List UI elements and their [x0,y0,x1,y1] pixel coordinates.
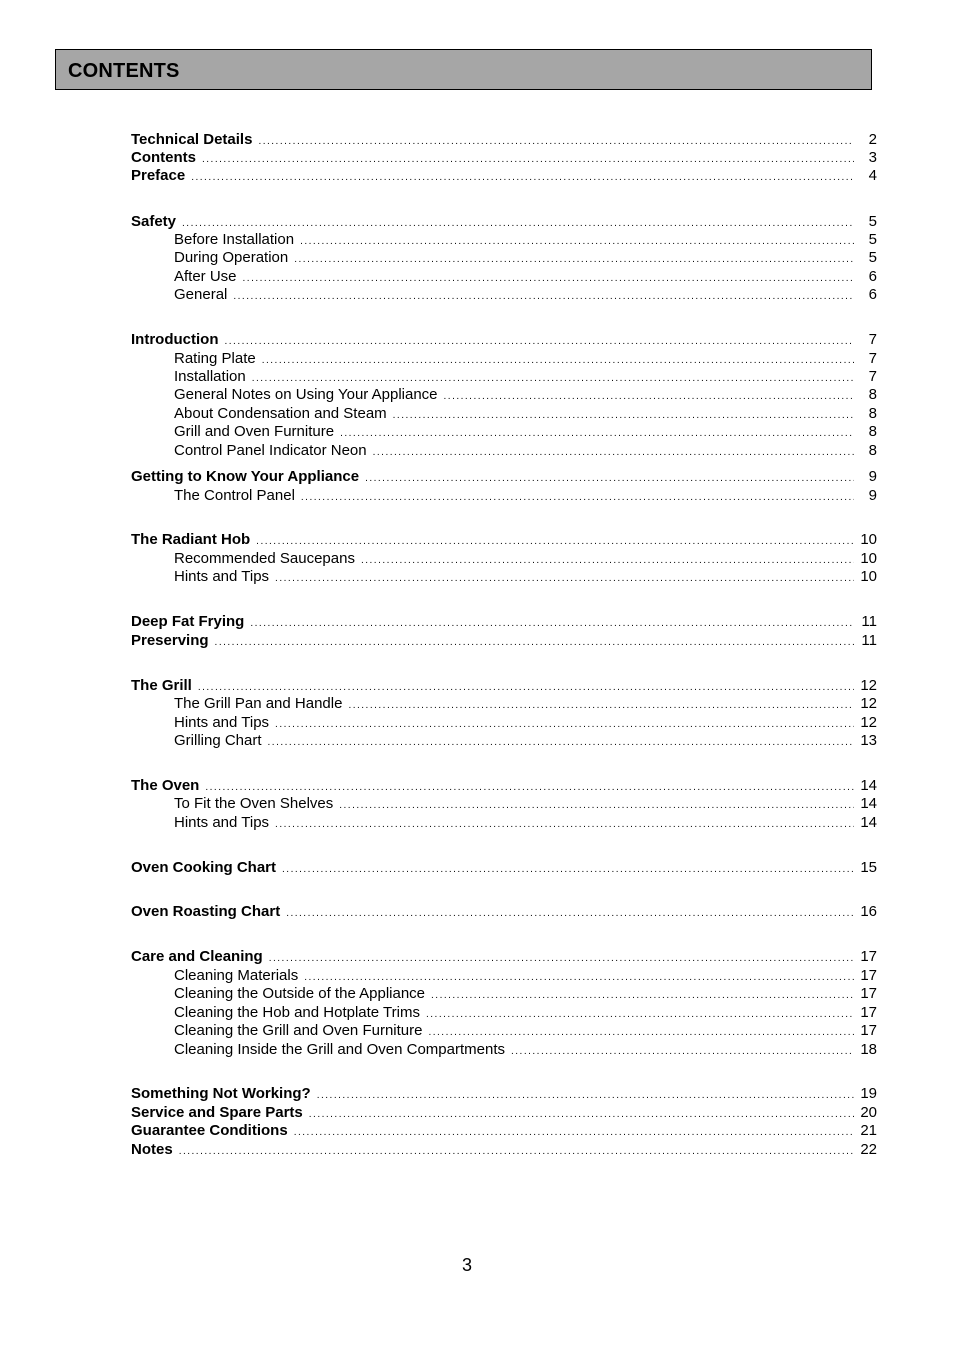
toc-subsection-entry[interactable] [174,1041,877,1059]
toc-subsection-entry[interactable] [174,249,877,267]
toc-section-entry[interactable] [131,531,877,549]
toc-entry-label: The Oven [131,777,200,794]
dot-leader [365,470,854,488]
toc-entry-page-number: 9 [868,468,877,485]
toc-entry-label: Hints and Tips [174,568,270,585]
toc-subsection-entry[interactable] [174,1022,877,1040]
toc-subsection-entry[interactable] [174,423,877,441]
toc-entry-page-number: 8 [868,423,877,440]
dot-leader [250,615,854,633]
dot-leader [256,533,854,551]
toc-entry-page-number: 10 [860,531,877,548]
dot-leader [191,169,854,187]
dot-leader [340,425,854,443]
dot-leader [444,388,854,406]
toc-entry-page-number: 10 [860,568,877,585]
toc-subsection-entry[interactable] [174,231,877,249]
dot-leader [269,950,854,968]
toc-subsection-entry[interactable] [174,550,877,568]
toc-subsection-entry[interactable] [174,568,877,586]
dot-leader [286,905,854,923]
dot-leader [431,987,854,1005]
toc-entry-label: Cleaning the Grill and Oven Furniture [174,1022,423,1039]
toc-entry-page-number: 6 [868,286,877,303]
toc-entry-page-number: 11 [861,632,877,649]
toc-entry-label: Oven Roasting Chart [131,903,281,920]
toc-entry-page-number: 21 [860,1122,877,1139]
dot-leader [428,1024,854,1042]
toc-entry-page-number: 19 [860,1085,877,1102]
toc-entry-page-number: 8 [868,442,877,459]
toc-entry-page-number: 7 [868,368,877,385]
toc-entry-label: The Control Panel [174,487,295,504]
toc-subsection-entry[interactable] [174,405,877,423]
toc-subsection-entry[interactable] [174,386,877,404]
dot-leader [339,797,854,815]
toc-subsection-entry[interactable] [174,732,877,750]
toc-entry-label: Hints and Tips [174,814,270,831]
dot-leader [268,734,854,752]
contents-header-bar [55,49,872,90]
toc-entry-page-number: 12 [860,677,877,694]
toc-subsection-entry[interactable] [174,967,877,985]
toc-entry-label: General [174,286,228,303]
toc-subsection-entry[interactable] [174,985,877,1003]
toc-entry-page-number: 5 [868,213,877,230]
toc-entry-page-number: 17 [860,1022,877,1039]
toc-entry-label: Service and Spare Parts [131,1104,303,1121]
toc-entry-page-number: 20 [860,1104,877,1121]
toc-entry-page-number: 11 [861,613,877,630]
toc-entry-label: After Use [174,268,237,285]
toc-subsection-entry[interactable] [174,714,877,732]
toc-entry-page-number: 9 [868,487,877,504]
toc-subsection-entry[interactable] [174,814,877,832]
toc-entry-label: Before Installation [174,231,295,248]
dot-leader [317,1087,854,1105]
toc-entry-label: Something Not Working? [131,1085,311,1102]
toc-section-entry[interactable] [131,1122,877,1140]
dot-leader [511,1043,854,1061]
toc-section-entry[interactable] [131,777,877,795]
toc-section-entry[interactable] [131,632,877,650]
toc-entry-page-number: 22 [860,1141,877,1158]
toc-entry-label: Safety [131,213,177,230]
dot-leader [294,251,854,269]
toc-entry-label: Recommended Saucepans [174,550,355,567]
toc-entry-label: Installation [174,368,246,385]
dot-leader [348,697,854,715]
toc-entry-label: Introduction [131,331,219,348]
toc-entry-label: The Radiant Hob [131,531,251,548]
toc-entry-label: Preface [131,167,186,184]
toc-entry-label: Grilling Chart [174,732,262,749]
toc-section-entry[interactable] [131,677,877,695]
toc-entry-page-number: 3 [868,149,877,166]
toc-entry-page-number: 4 [868,167,877,184]
toc-entry-label: Cleaning Inside the Grill and Oven Compartments [174,1041,505,1058]
toc-entry-page-number: 18 [860,1041,877,1058]
toc-section-entry[interactable] [131,1141,877,1159]
toc-entry-page-number: 14 [860,777,877,794]
dot-leader [179,1143,854,1161]
toc-section-entry[interactable] [131,948,877,966]
toc-entry-label: Cleaning the Outside of the Appliance [174,985,426,1002]
dot-leader [294,1124,854,1142]
toc-entry-page-number: 14 [860,814,877,831]
toc-entry-label: Preserving [131,632,209,649]
toc-section-entry[interactable] [131,859,877,877]
toc-subsection-entry[interactable] [174,795,877,813]
toc-subsection-entry[interactable] [174,487,877,505]
toc-entry-page-number: 10 [860,550,877,567]
toc-section-entry[interactable] [131,1104,877,1122]
toc-entry-label: Care and Cleaning [131,948,263,965]
toc-section-entry[interactable] [131,131,877,149]
toc-entry-label: During Operation [174,249,289,266]
toc-subsection-entry[interactable] [174,368,877,386]
dot-leader [233,288,854,306]
toc-subsection-entry[interactable] [174,695,877,713]
toc-section-entry[interactable] [131,613,877,631]
toc-entry-page-number: 17 [860,967,877,984]
toc-section-entry[interactable] [131,149,877,167]
toc-entry-label: Cleaning Materials [174,967,299,984]
toc-entry-label: Cleaning the Hob and Hotplate Trims [174,1004,420,1021]
toc-entry-page-number: 8 [868,405,877,422]
toc-entry-page-number: 7 [868,331,877,348]
toc-subsection-entry[interactable] [174,286,877,304]
toc-entry-label: Contents [131,149,196,166]
toc-entry-page-number: 14 [860,795,877,812]
dot-leader [275,570,854,588]
toc-entry-label: General Notes on Using Your Appliance [174,386,438,403]
toc-entry-label: Guarantee Conditions [131,1122,288,1139]
dot-leader [373,444,854,462]
toc-entry-label: Deep Fat Frying [131,613,245,630]
toc-entry-page-number: 17 [860,985,877,1002]
dot-leader [301,489,854,507]
toc-entry-label: Grill and Oven Furniture [174,423,335,440]
toc-entry-page-number: 16 [860,903,877,920]
toc-entry-page-number: 17 [860,1004,877,1021]
toc-entry-page-number: 7 [868,350,877,367]
toc-section-entry[interactable] [131,903,877,921]
dot-leader [275,816,854,834]
toc-entry-label: To Fit the Oven Shelves [174,795,334,812]
toc-entry-page-number: 12 [860,714,877,731]
dot-leader [282,861,854,879]
toc-entry-label: About Condensation and Steam [174,405,387,422]
toc-entry-label: The Grill Pan and Handle [174,695,343,712]
toc-entry-page-number: 5 [868,249,877,266]
toc-subsection-entry[interactable] [174,442,877,460]
toc-entry-label: The Grill [131,677,192,694]
toc-subsection-entry[interactable] [174,350,877,368]
toc-section-entry[interactable] [131,468,877,486]
toc-entry-label: Control Panel Indicator Neon [174,442,367,459]
toc-entry-page-number: 8 [868,386,877,403]
dot-leader [224,333,854,351]
toc-entry-page-number: 15 [860,859,877,876]
toc-entry-label: Oven Cooking Chart [131,859,277,876]
toc-section-entry[interactable] [131,167,877,185]
page-number: 3 [461,1255,472,1275]
toc-section-entry[interactable] [131,331,877,349]
toc-entry-page-number: 13 [860,732,877,749]
toc-entry-label: Technical Details [131,131,253,148]
toc-subsection-entry[interactable] [174,1004,877,1022]
toc-entry-page-number: 6 [868,268,877,285]
toc-entry-page-number: 2 [868,131,877,148]
toc-entry-label: Hints and Tips [174,714,270,731]
toc-subsection-entry[interactable] [174,268,877,286]
toc-section-entry[interactable] [131,213,877,231]
toc-entry-label: Notes [131,1141,173,1158]
toc-entry-page-number: 17 [860,948,877,965]
toc-entry-page-number: 12 [860,695,877,712]
toc-section-entry[interactable] [131,1085,877,1103]
page-title: CONTENTS [68,60,180,82]
toc-entry-label: Rating Plate [174,350,256,367]
toc-entry-label: Getting to Know Your Appliance [131,468,360,485]
toc-entry-page-number: 5 [868,231,877,248]
dot-leader [215,634,854,652]
